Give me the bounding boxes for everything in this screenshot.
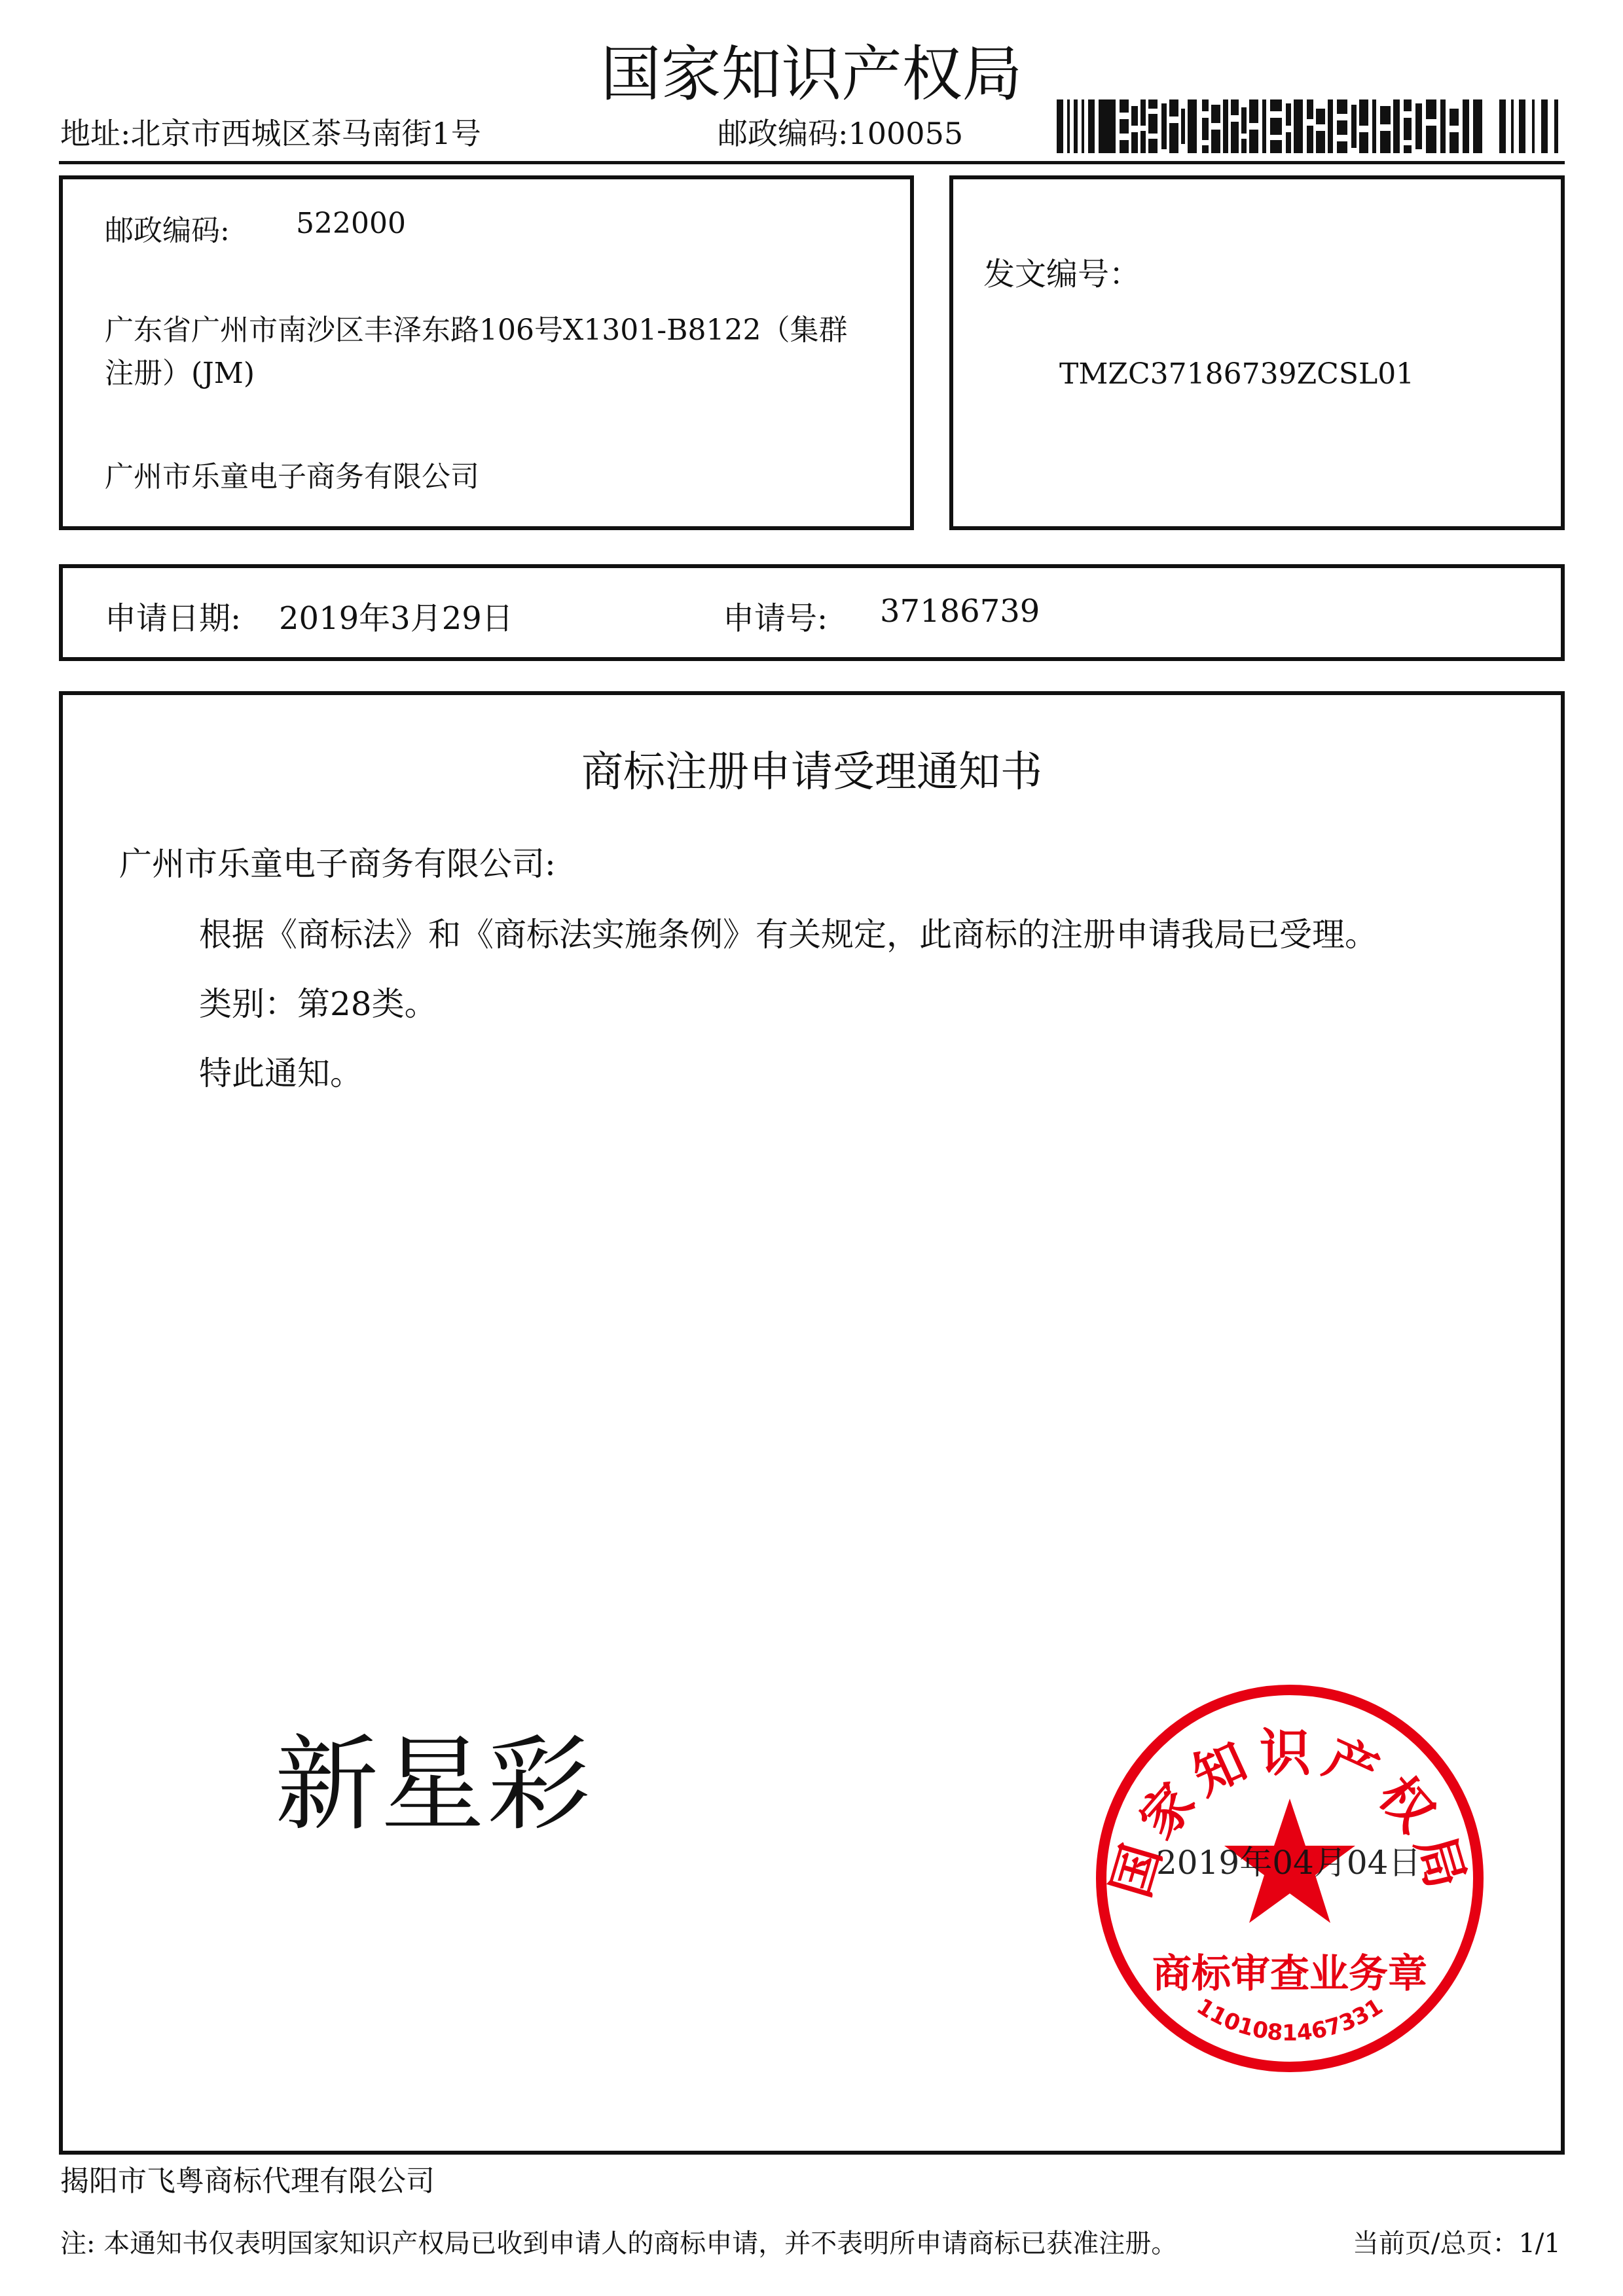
notice-paragraph: 根据《商标法》和《商标法实施条例》有关规定，此商标的注册申请我局已受理。	[199, 916, 1377, 954]
recipient-address-line1: 广东省广州市南沙区丰泽东路106号X1301-B8122（集群	[105, 314, 848, 347]
recipient-postal-value: 522000	[296, 207, 406, 240]
notice-addressee: 广州市乐童电子商务有限公司:	[119, 845, 556, 883]
office-postal-code: 邮政编码:100055	[718, 116, 964, 151]
page-indicator: 当前页/总页：1/1	[1353, 2229, 1561, 2259]
svg-text:1101081467331: 1101081467331	[1192, 1993, 1388, 2047]
header-rule	[59, 161, 1565, 164]
application-date-label: 申请日期:	[105, 600, 242, 637]
recipient-company: 广州市乐童电子商务有限公司	[105, 460, 479, 493]
application-number-value: 37186739	[880, 593, 1040, 630]
recipient-postal-label: 邮政编码:	[105, 214, 230, 247]
office-title: 国家知识产权局	[600, 39, 1023, 109]
notice-closing: 特此通知。	[199, 1054, 363, 1092]
recipient-address-line2: 注册）(JM)	[105, 357, 255, 390]
document-number-box	[949, 175, 1565, 530]
application-date-value: 2019年3月29日	[279, 600, 513, 637]
agent-name: 揭阳市飞粤商标代理有限公司	[60, 2164, 435, 2198]
application-info-box	[59, 564, 1565, 661]
barcode-image	[1057, 99, 1565, 153]
recipient-box	[59, 175, 914, 530]
issue-date: 2019年04月04日	[1156, 1844, 1421, 1882]
notice-title: 商标注册申请受理通知书	[581, 748, 1042, 797]
application-number-label: 申请号:	[723, 600, 828, 637]
document-number-value: TMZC37186739ZCSL01	[1059, 357, 1415, 391]
footer-note: 注: 本通知书仅表明国家知识产权局已收到申请人的商标申请，并不表明所申请商标已获准注册。	[60, 2229, 1178, 2259]
svg-text:商标审查业务章: 商标审查业务章	[1152, 1951, 1427, 1997]
svg-text:国家知识产权局: 国家知识产权局	[1101, 1724, 1478, 1904]
document-number-label: 发文编号：	[983, 256, 1141, 293]
office-address: 地址:北京市西城区茶马南街1号	[60, 116, 481, 151]
trademark-text: 新星彩	[275, 1725, 593, 1845]
notice-category: 类别：第28类。	[199, 985, 437, 1023]
